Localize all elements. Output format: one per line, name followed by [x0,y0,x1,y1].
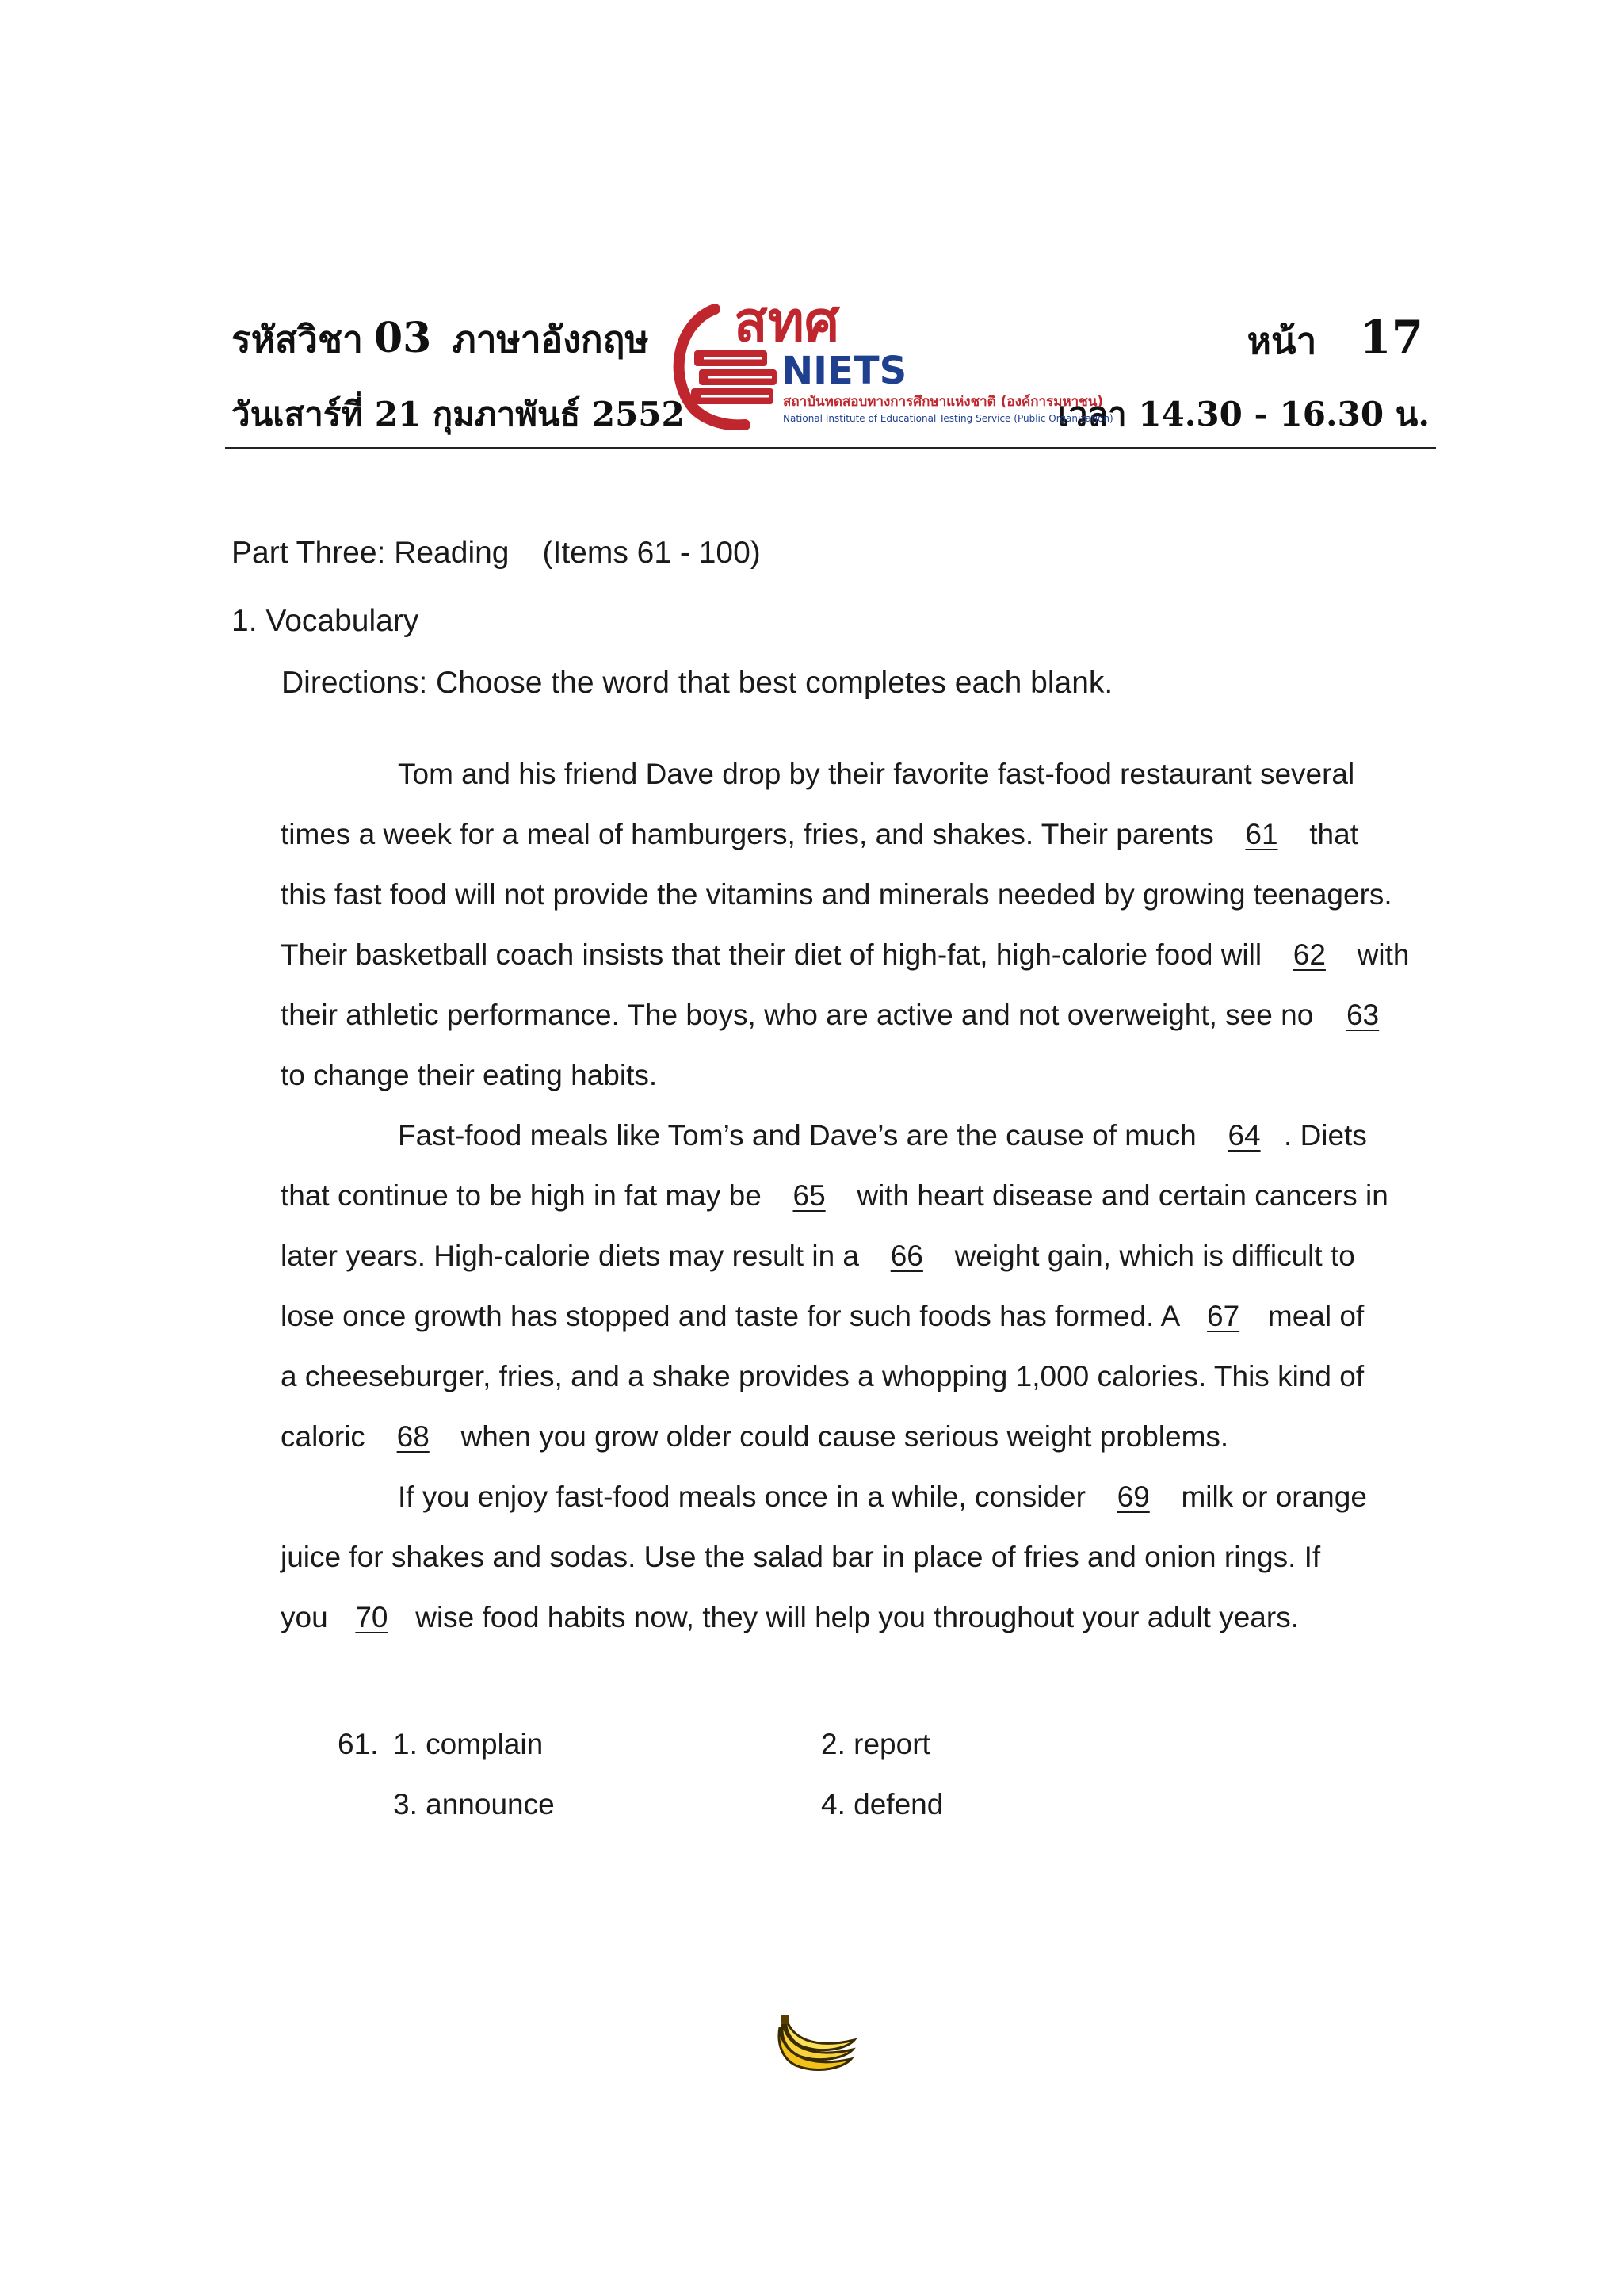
page-label: หน้า [1247,319,1317,362]
blank-61: 61 [1245,818,1278,850]
part-heading [231,536,761,571]
subject-name: ภาษาอังกฤษ [452,318,649,361]
passage-line: that continue to be high in fat may be 65 with heart disease and certain cancers in [281,1179,1388,1212]
passage-line: If you enjoy fast-food meals once in a while, consider 69 milk or orange [398,1480,1367,1513]
choice-1: 1. complain [393,1728,544,1760]
part-title: Part Three: Reading [231,536,510,570]
passage-line: their athletic performance. The boys, who are active and not overweight, see no 63 [281,999,1404,1032]
blank-64: 64 [1228,1119,1261,1152]
books-icon [691,350,777,404]
passage-line: Fast-food meals like Tom’s and Dave’s are the cause of much 64 . Diets [398,1119,1367,1152]
logo-niets: NIETS [781,349,907,393]
subject-code-line [231,311,649,369]
blank-63: 63 [1346,999,1380,1031]
passage-line: caloric 68 when you grow older could cause serious weight problems. [281,1420,1229,1453]
choice-3: 3. announce [393,1788,555,1820]
page-number-line [1247,311,1423,370]
logo-thai-abbr: สทศ [734,292,840,354]
passage-line: this fast food will not provide the vitamins and minerals needed by growing teenagers. [281,878,1392,911]
blank-65: 65 [792,1179,826,1212]
passage-line: a cheeseburger, fries, and a shake provides a whopping 1,000 calories. This kind of [281,1360,1365,1392]
passage-line: juice for shakes and sodas. Use the salad bar in place of fries and onion rings. If [281,1541,1321,1573]
question-number: 61. [338,1728,379,1760]
subject-code: 03 [374,314,432,362]
banana-icon [772,2013,859,2076]
choice-4: 4. defend [821,1788,944,1820]
niets-logo [663,292,1127,430]
exam-date: วันเสาร์ที่ 21 กุมภาพันธ์ 2552 [231,395,685,434]
blank-69: 69 [1117,1480,1150,1513]
choice-2: 2. report [821,1728,930,1760]
passage-line: Tom and his friend Dave drop by their favorite fast-food restaurant several [398,758,1355,790]
subject-code-label: รหัสวิชา [231,318,363,361]
passage-line: you 70 wise food habits now, they will help you throughout your adult years. [281,1601,1299,1633]
passage-line: later years. High-calorie diets may result in a 66 weight gain, which is difficult to [281,1240,1355,1272]
page-number: 17 [1359,311,1423,365]
blank-68: 68 [396,1420,430,1453]
blank-70: 70 [355,1601,388,1633]
header-divider [225,447,1436,449]
directions: Directions: Choose the word that best completes each blank. [281,666,1113,700]
blank-62: 62 [1293,938,1326,971]
items-range: (Items 61 - 100) [542,536,761,570]
blank-66: 66 [890,1240,923,1272]
passage-line: lose once growth has stopped and taste for such foods has formed. A 67 meal of [281,1300,1365,1332]
logo-english-name: National Institute of Educational Testing Service (Public Organization) [783,413,1113,424]
logo-thai-name: สถาบันทดสอบทางการศึกษาแห่งชาติ (องค์การมหาชน) [783,394,1104,410]
subsection-title: 1. Vocabulary [231,604,419,638]
exam-time: เวลา 14.30 - 16.30 น. [1057,395,1430,434]
passage-line: to change their eating habits. [281,1059,658,1091]
passage-line: Their basketball coach insists that their diet of high-fat, high-calorie food will 62 with [281,938,1410,971]
blank-67: 67 [1207,1300,1240,1332]
passage-line: times a week for a meal of hamburgers, fries, and shakes. Their parents 61 that [281,818,1358,850]
